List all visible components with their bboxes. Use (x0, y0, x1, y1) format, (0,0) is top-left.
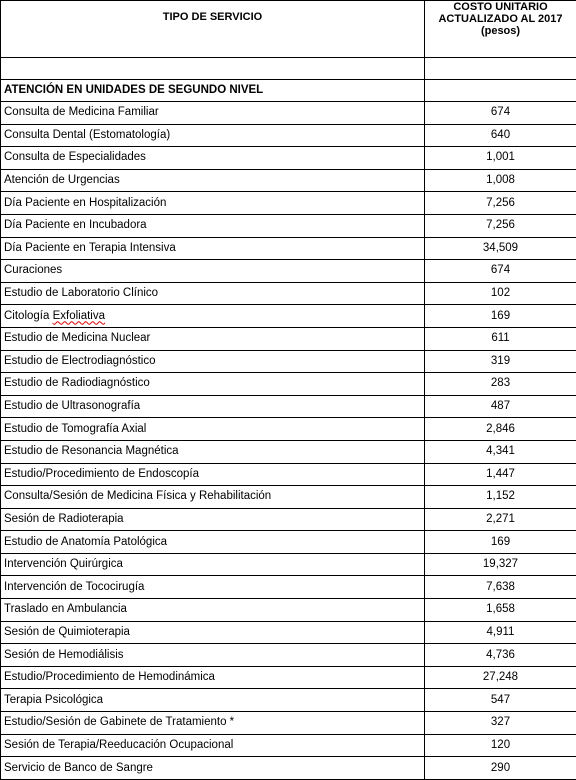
table-row (1, 734, 576, 757)
service-cell: Estudio de Tomografía Axial (1, 418, 425, 441)
service-cell: Estudio de Medicina Nuclear (1, 327, 425, 350)
blank-row (1, 58, 576, 80)
service-cell: Sesión de Hemodiálisis (1, 644, 425, 667)
section-row (1, 80, 576, 102)
table-row (1, 644, 576, 667)
service-cell: Traslado en Ambulancia (1, 599, 425, 622)
cost-cell: 4,736 (425, 644, 576, 667)
header-cost-line2: ACTUALIZADO AL 2017 (425, 13, 576, 25)
cost-cell: 120 (425, 734, 576, 757)
table-row (1, 327, 576, 350)
table-row (1, 102, 576, 125)
header-cost-line1: COSTO UNITARIO (425, 1, 576, 13)
table-row (1, 305, 576, 328)
cost-cell: 611 (425, 327, 576, 350)
cost-cell: 2,271 (425, 508, 576, 531)
service-cell: Estudio/Procedimiento de Endoscopía (1, 463, 425, 486)
cost-cell: 169 (425, 305, 576, 328)
service-cell: Intervención de Tococirugía (1, 576, 425, 599)
service-cell: Consulta Dental (Estomatología) (1, 124, 425, 147)
table-row (1, 621, 576, 644)
cost-cell: 7,256 (425, 214, 576, 237)
header-cost (425, 1, 576, 58)
table-row (1, 124, 576, 147)
service-cell: Estudio de Resonancia Magnética (1, 440, 425, 463)
service-cell: Consulta de Medicina Familiar (1, 102, 425, 125)
table-row (1, 169, 576, 192)
service-cell: Estudio/Procedimiento de Hemodinámica (1, 666, 425, 689)
table-row (1, 599, 576, 622)
cost-cell: 487 (425, 395, 576, 418)
cost-cell: 1,008 (425, 169, 576, 192)
service-cell: Estudio de Radiodiagnóstico (1, 373, 425, 396)
cost-cell: 290 (425, 757, 576, 780)
table-row (1, 463, 576, 486)
table-row (1, 553, 576, 576)
service-cell: Sesión de Terapia/Reeducación Ocupacional (1, 734, 425, 757)
service-cell: Estudio de Laboratorio Clínico (1, 282, 425, 305)
table-row (1, 440, 576, 463)
service-cell: Estudio de Anatomía Patológica (1, 531, 425, 554)
table-row (1, 373, 576, 396)
cost-cell: 4,911 (425, 621, 576, 644)
cost-cell: 327 (425, 712, 576, 735)
cost-cell: 19,327 (425, 553, 576, 576)
header-service: TIPO DE SERVICIO (1, 1, 425, 58)
blank-cell (425, 58, 576, 80)
table-row (1, 666, 576, 689)
service-cell: Servicio de Banco de Sangre (1, 757, 425, 780)
table-row (1, 350, 576, 373)
table-row (1, 214, 576, 237)
service-cell: Curaciones (1, 260, 425, 283)
cost-cell: 283 (425, 373, 576, 396)
service-cell: Consulta de Especialidades (1, 147, 425, 170)
cost-cell: 34,509 (425, 237, 576, 260)
service-cell: Estudio de Electrodiagnóstico (1, 350, 425, 373)
section-value-cell (425, 80, 576, 102)
table-row (1, 192, 576, 215)
cost-cell: 27,248 (425, 666, 576, 689)
table-row (1, 531, 576, 554)
table-row (1, 508, 576, 531)
cost-cell: 1,447 (425, 463, 576, 486)
section-title: ATENCIÓN EN UNIDADES DE SEGUNDO NIVEL (1, 80, 425, 102)
table-row (1, 282, 576, 305)
service-cell: Estudio/Sesión de Gabinete de Tratamiento * (1, 712, 425, 735)
table-row (1, 486, 576, 509)
cost-cell: 4,341 (425, 440, 576, 463)
service-cell: Día Paciente en Incubadora (1, 214, 425, 237)
header-cost-line3: (pesos) (425, 25, 576, 37)
service-cell: Consulta/Sesión de Medicina Física y Rehabilitación (1, 486, 425, 509)
service-cell: Atención de Urgencias (1, 169, 425, 192)
blank-cell (1, 58, 425, 80)
cost-cell: 674 (425, 260, 576, 283)
service-cell: Día Paciente en Terapia Intensiva (1, 237, 425, 260)
table-row (1, 237, 576, 260)
cost-cell: 7,638 (425, 576, 576, 599)
cost-cell: 1,152 (425, 486, 576, 509)
cost-cell: 2,846 (425, 418, 576, 441)
cost-cell: 640 (425, 124, 576, 147)
service-cell: Día Paciente en Hospitalización (1, 192, 425, 215)
table-row (1, 689, 576, 712)
cost-cell: 319 (425, 350, 576, 373)
service-text: Citología (4, 310, 53, 322)
cost-cell: 7,256 (425, 192, 576, 215)
cost-cell: 169 (425, 531, 576, 554)
cost-cell: 102 (425, 282, 576, 305)
table-row (1, 260, 576, 283)
table-row (1, 576, 576, 599)
service-cell (1, 305, 425, 328)
cost-cell: 547 (425, 689, 576, 712)
service-cell: Intervención Quirúrgica (1, 553, 425, 576)
table-row (1, 418, 576, 441)
table-row (1, 712, 576, 735)
service-cell: Estudio de Ultrasonografía (1, 395, 425, 418)
service-cell: Sesión de Radioterapia (1, 508, 425, 531)
service-cell: Terapia Psicológica (1, 689, 425, 712)
table-header-row (1, 1, 576, 58)
service-cell: Sesión de Quimioterapia (1, 621, 425, 644)
cost-cell: 674 (425, 102, 576, 125)
table-row (1, 757, 576, 780)
cost-cell: 1,658 (425, 599, 576, 622)
table-row (1, 147, 576, 170)
table-row (1, 395, 576, 418)
misspelled-word: Exfoliativa (53, 310, 105, 322)
cost-cell: 1,001 (425, 147, 576, 170)
